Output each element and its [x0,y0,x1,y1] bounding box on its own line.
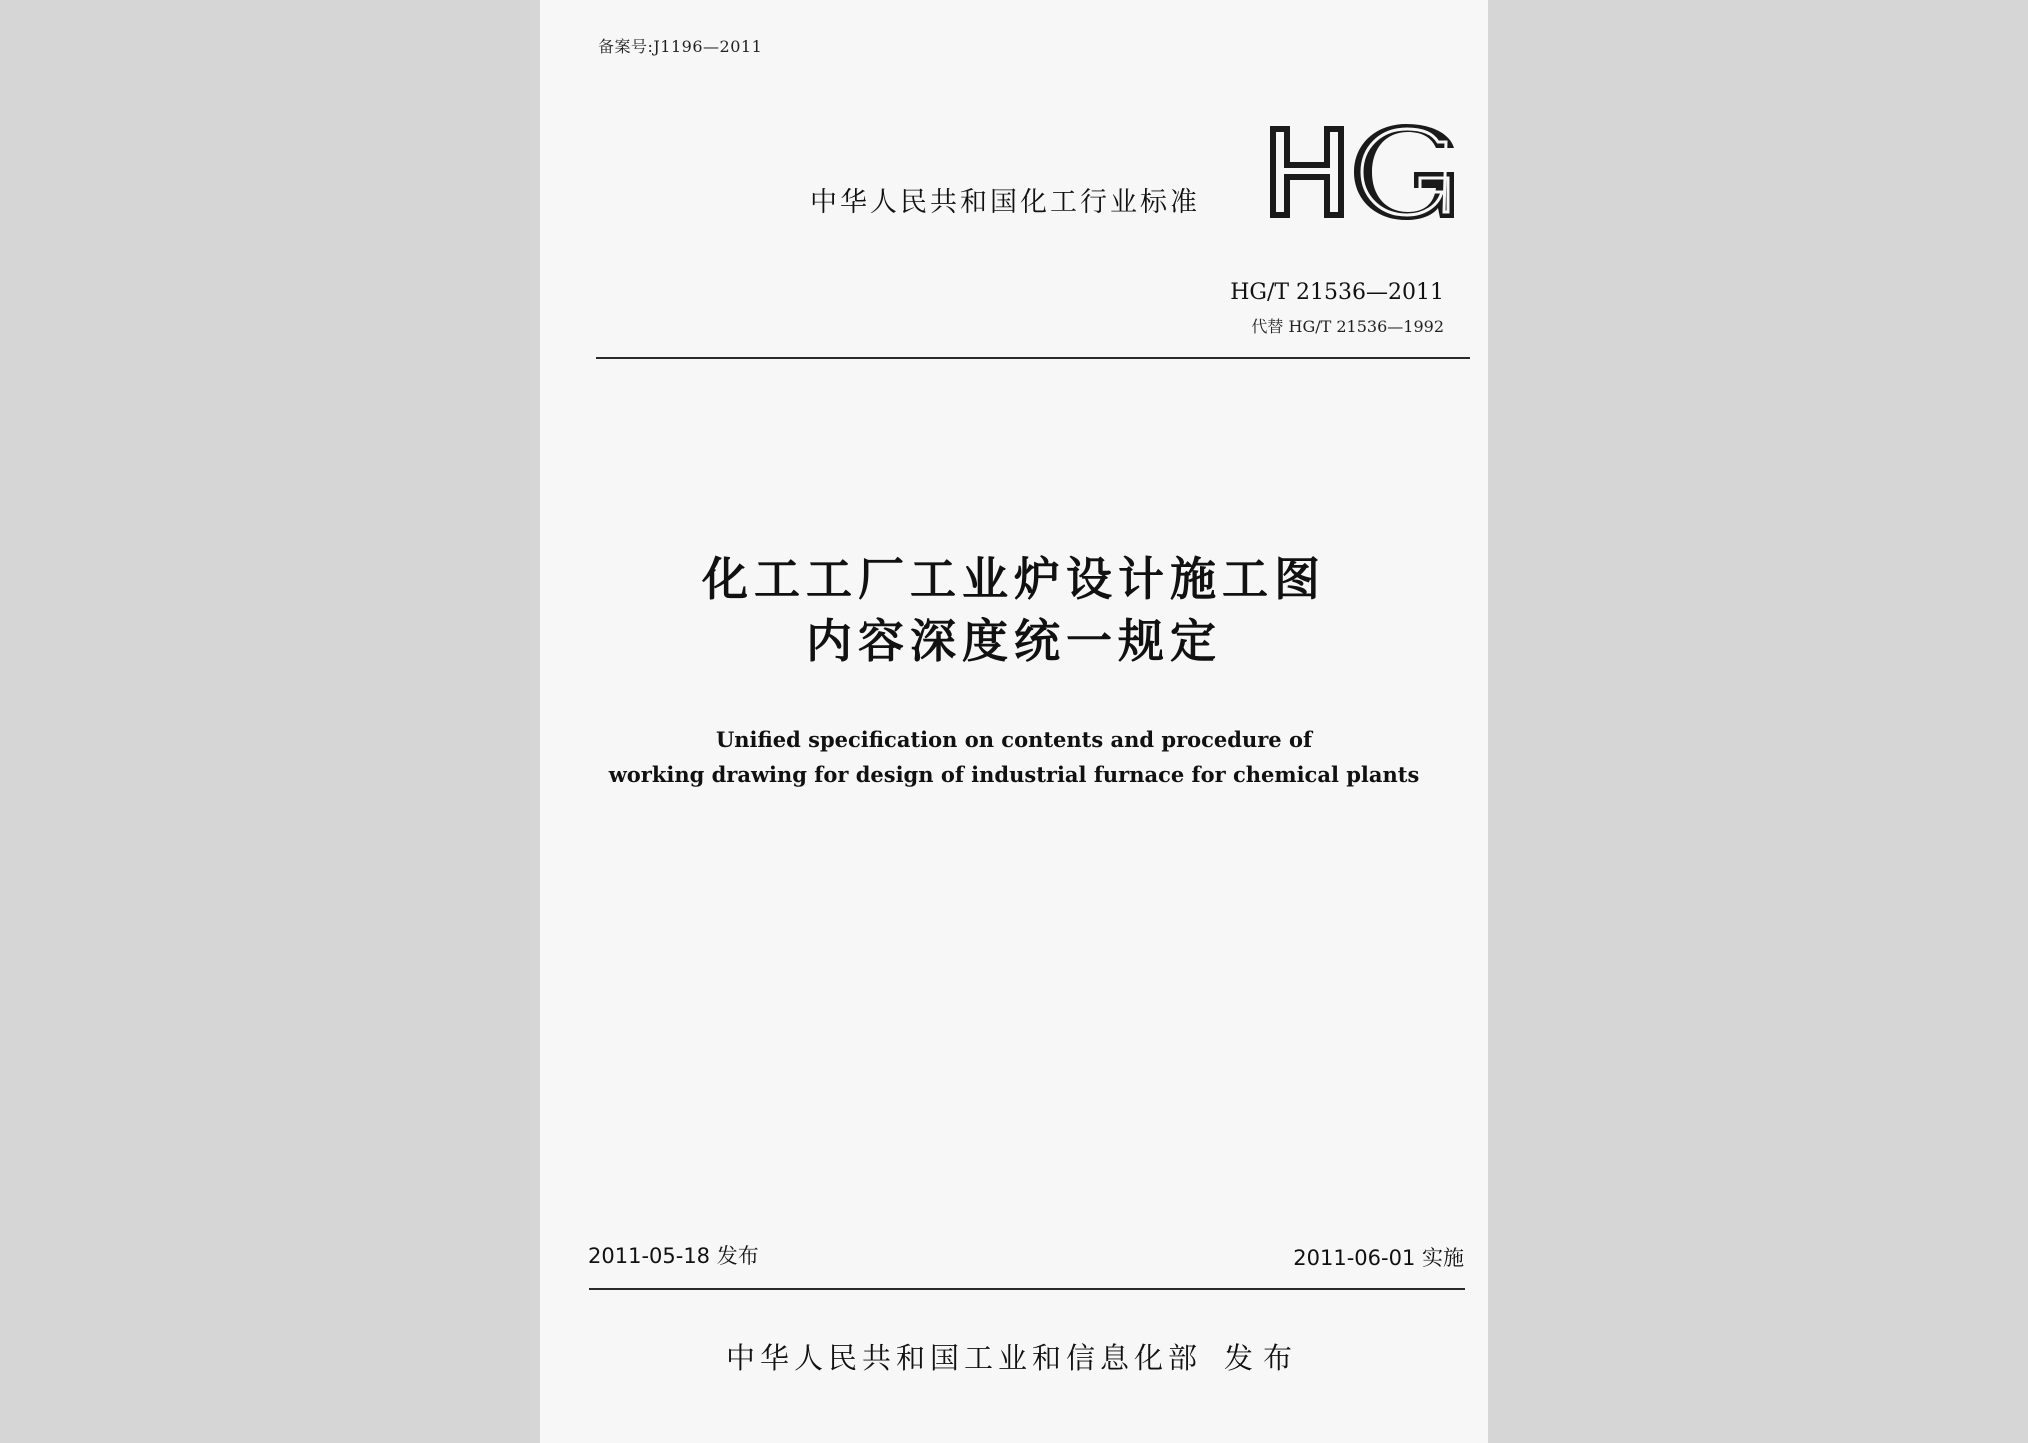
publisher-line [540,1336,1488,1377]
standard-number: HG/T 21536—2011 [1230,280,1444,305]
chinese-title-line-2: 内容深度统一规定 [806,614,1222,668]
record-number: 备案号:J1196—2011 [598,37,763,56]
hg-logo [1268,124,1456,220]
publisher-name: 中华人民共和国工业和信息化部 [725,1341,1202,1375]
english-title [540,722,1488,792]
effective-date: 2011-06-01 实施 [1293,1246,1464,1270]
header-divider [596,357,1470,359]
english-title-line-2: working drawing for design of industrial furnace for chemical plants [608,762,1420,787]
industry-standard-title: 中华人民共和国化工行业标准 [810,187,1200,218]
publish-label: 发布 [1224,1341,1303,1375]
hg-logo-h [1270,126,1344,218]
english-title-line-1: Unified specification on contents and procedure of [715,727,1313,752]
footer-divider [589,1288,1465,1290]
hg-logo-g [1354,124,1454,220]
chinese-title-line-1: 化工工厂工业炉设计施工图 [702,552,1326,606]
document-page [540,0,1488,1443]
chinese-title [540,548,1488,672]
replaced-standard: 代替 HG/T 21536—1992 [1251,317,1444,336]
issue-date: 2011-05-18 发布 [588,1244,759,1268]
